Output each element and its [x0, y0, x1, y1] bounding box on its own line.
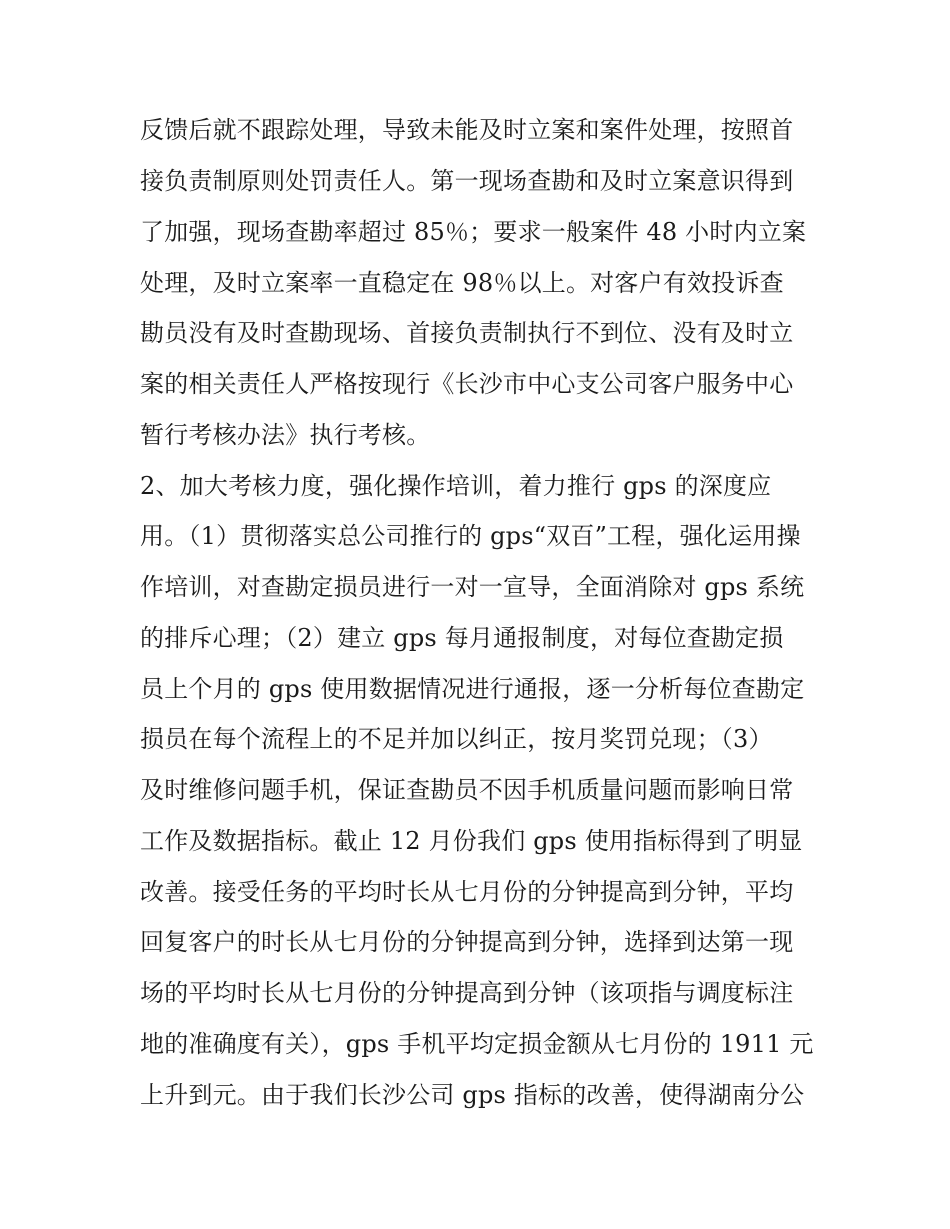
text-line: 工作及数据指标。截止 12 月份我们 gps 使用指标得到了明显	[140, 827, 803, 855]
text-line: 损员在每个流程上的不足并加以纠正，按月奖罚兑现；（3）	[140, 725, 773, 753]
text-line: 用。（1）贯彻落实总公司推行的 gps“双百”工程，强化运用操	[140, 522, 801, 550]
text-line: 改善。接受任务的平均时长从七月份的分钟提高到分钟，平均	[140, 878, 794, 906]
text-line: 作培训，对查勘定损员进行一对一宣导，全面消除对 gps 系统	[140, 573, 805, 601]
text-line: 员上个月的 gps 使用数据情况进行通报，逐一分析每位查勘定	[140, 675, 805, 703]
text-line: 上升到元。由于我们长沙公司 gps 指标的改善，使得湖南分公	[140, 1081, 805, 1109]
text-line: 及时维修问题手机，保证查勘员不因手机质量问题而影响日常	[140, 776, 794, 804]
text-line: 场的平均时长从七月份的分钟提高到分钟（该项指与调度标注	[140, 979, 794, 1007]
text-line: 接负责制原则处罚责任人。第一现场查勘和及时立案意识得到	[140, 167, 794, 195]
text-line: 案的相关责任人严格按现行《长沙市中心支公司客户服务中心	[140, 370, 794, 398]
text-line: 地的准确度有关），gps 手机平均定损金额从七月份的 1911 元	[140, 1030, 814, 1058]
text-line: 回复客户的时长从七月份的分钟提高到分钟，选择到达第一现	[140, 928, 794, 956]
text-line: 了加强，现场查勘率超过 85％；要求一般案件 48 小时内立案	[140, 218, 807, 246]
text-line: 反馈后就不跟踪处理，导致未能及时立案和案件处理，按照首	[140, 116, 794, 144]
text-line: 处理，及时立案率一直稳定在 98％以上。对客户有效投诉查	[140, 269, 784, 297]
text-line: 2、加大考核力度，强化操作培训，着力推行 gps 的深度应	[140, 472, 772, 500]
text-line: 的排斥心理；（2）建立 gps 每月通报制度，对每位查勘定损	[140, 624, 784, 652]
text-line: 暂行考核办法》执行考核。	[140, 421, 431, 449]
text-line: 勘员没有及时查勘现场、首接负责制执行不到位、没有及时立	[140, 319, 794, 347]
